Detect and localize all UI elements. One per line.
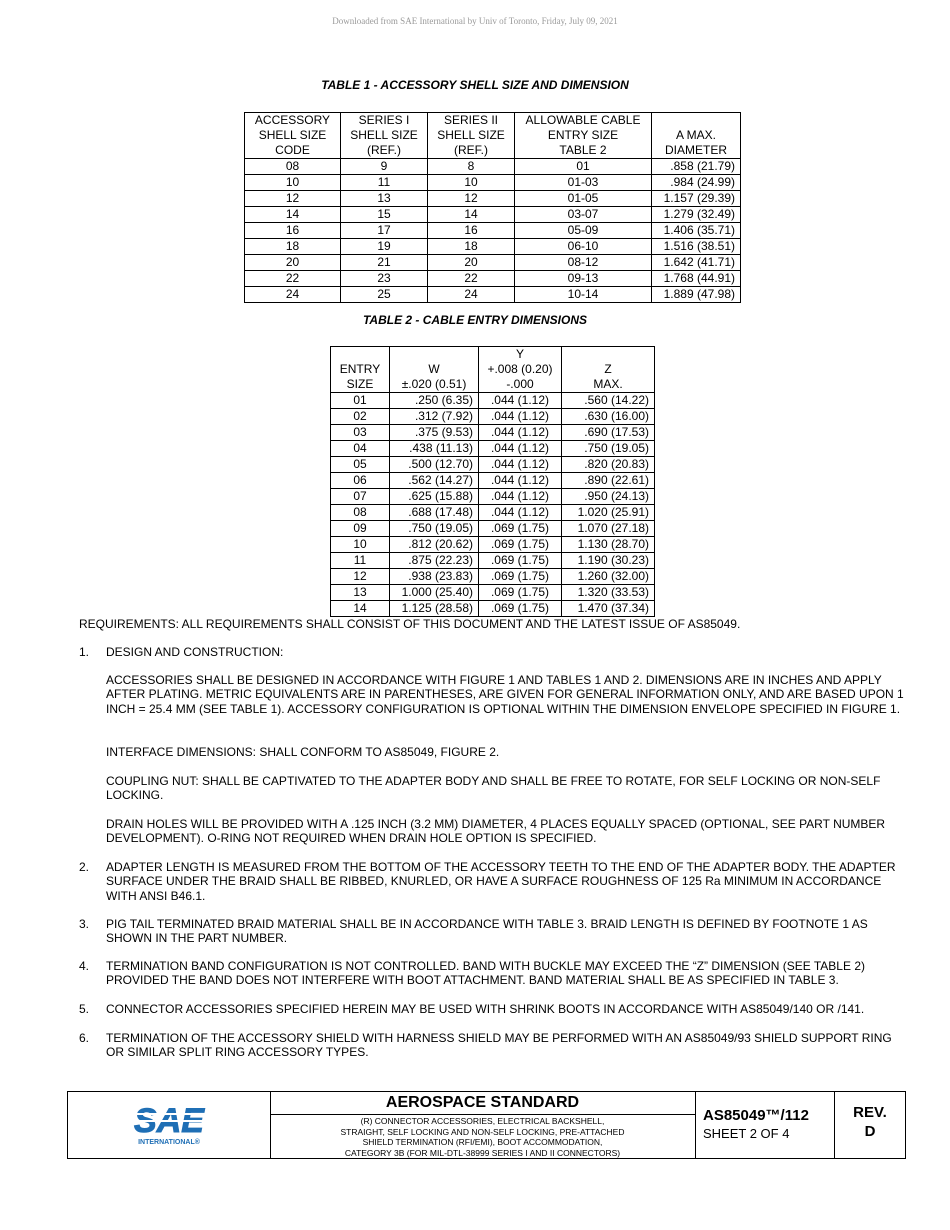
table2-title: TABLE 2 - CABLE ENTRY DIMENSIONS — [362, 313, 588, 327]
revision-label: REV. — [853, 1104, 887, 1121]
section-2-text: ADAPTER LENGTH IS MEASURED FROM THE BOTTOM OF THE ACCESSORY TEETH TO THE END OF THE ADAPTER BODY. THE ADAPTER SURFACE UNDER THE BRAID SHALL BE RIBBED, KNURLED, OR HAVE A SURFACE ROUGHNESS OF 125 Ra MINIMUM IN ACCORDANCE WITH ANSI B46.1. — [106, 860, 896, 903]
table1-header-row — [245, 113, 741, 159]
section-5-number: 5. — [79, 1002, 90, 1016]
table-row: 10 11 10 01-03 .984 (24.99) — [245, 175, 741, 191]
standard-description: (R) CONNECTOR ACCESSORIES, ELECTRICAL BACKSHELL, STRAIGHT, SELF LOCKING AND NON-SELF LOCKING, PRE-ATTACHED SHIELD TERMINATION (RFI/EMI), BOOT ACCOMMODATION, CATEGORY 3B (FOR MIL-DTL-38999 SERIES I AND II CONNECTORS) — [340, 1116, 625, 1158]
sheet-number: SHEET 2 OF 4 — [703, 1126, 790, 1141]
table-row: 24 25 24 10-14 1.889 (47.98) — [245, 287, 741, 303]
section-1-paragraph-drain-holes: DRAIN HOLES WILL BE PROVIDED WITH A .125 INCH (3.2 MM) DIAMETER, 4 PLACES EQUALLY SPACED (OPTIONAL, SEE PART NUMBER DEVELOPMENT). O-RING NOT REQUIRED WHEN DRAIN HOLE OPTION IS SPECIFIED. — [106, 817, 886, 846]
sae-logo-subtext: INTERNATIONAL® — [138, 1139, 200, 1146]
section-1-number: 1. — [79, 645, 90, 659]
section-4-number: 4. — [79, 959, 90, 973]
table1-title: TABLE 1 - ACCESSORY SHELL SIZE AND DIMENSION — [321, 78, 629, 92]
table2-header-y: Y +.008 (0.20) -.000 — [479, 347, 562, 393]
sae-logo-text: SAE — [134, 1102, 204, 1140]
table-row: 16 17 16 05-09 1.406 (35.71) — [245, 223, 741, 239]
section-1-heading: DESIGN AND CONSTRUCTION: — [106, 645, 284, 659]
table-row: 04 .438 (11.13) .044 (1.12) .750 (19.05) — [331, 441, 655, 457]
table-row: 03 .375 (9.53) .044 (1.12) .690 (17.53) — [331, 425, 655, 441]
sae-logo — [68, 1092, 271, 1158]
title-block — [67, 1091, 906, 1159]
table1-header-series2: SERIES II SHELL SIZE (REF.) — [428, 113, 515, 159]
table2-header-z: Z MAX. — [562, 347, 655, 393]
table1-header-cable-entry: ALLOWABLE CABLE ENTRY SIZE TABLE 2 — [515, 113, 652, 159]
document-info — [695, 1092, 835, 1158]
table-row: 10 .812 (20.62) .069 (1.75) 1.130 (28.70) — [331, 537, 655, 553]
table-row: 20 21 20 08-12 1.642 (41.71) — [245, 255, 741, 271]
table1-header-a-max: A MAX. DIAMETER — [652, 113, 741, 159]
section-6-text: TERMINATION OF THE ACCESSORY SHIELD WITH HARNESS SHIELD MAY BE PERFORMED WITH AN AS85049/93 SHIELD SUPPORT RING OR SIMILAR SPLIT RING ACCESSORY TYPES. — [106, 1031, 892, 1060]
section-1-paragraph-design: ACCESSORIES SHALL BE DESIGNED IN ACCORDANCE WITH FIGURE 1 AND TABLES 1 AND 2. DIMENSIONS ARE IN INCHES AND APPLY AFTER PLATING. METRIC EQUIVALENTS ARE IN PARENTHESES, ARE GIVEN FOR GENERAL INFORMATION ONLY, AND ARE BASED UPON 1 INCH = 25.4 MM (SEE TABLE 1). ACCESSORY CONFIGURATION IS OPTIONAL WITHIN THE DIMENSION ENVELOPE SPECIFIED IN FIGURE 1. — [106, 673, 904, 716]
document-number: AS85049™/112 — [703, 1107, 809, 1124]
section-5-text: CONNECTOR ACCESSORIES SPECIFIED HEREIN MAY BE USED WITH SHRINK BOOTS IN ACCORDANCE WITH AS85049/140 OR /141. — [106, 1002, 865, 1016]
table-row: 13 1.000 (25.40) .069 (1.75) 1.320 (33.53) — [331, 585, 655, 601]
table-row: 08 .688 (17.48) .044 (1.12) 1.020 (25.91) — [331, 505, 655, 521]
table-row: 05 .500 (12.70) .044 (1.12) .820 (20.83) — [331, 457, 655, 473]
revision-value: D — [864, 1123, 876, 1140]
section-1-paragraph-interface: INTERFACE DIMENSIONS: SHALL CONFORM TO AS85049, FIGURE 2. — [106, 745, 500, 759]
section-3-number: 3. — [79, 917, 90, 931]
title-block-center — [270, 1092, 696, 1158]
table-row: 02 .312 (7.92) .044 (1.12) .630 (16.00) — [331, 409, 655, 425]
table2-header-row — [331, 347, 655, 393]
table-row: 08 9 8 01 .858 (21.79) — [245, 159, 741, 175]
table2-header-entry-size: ENTRY SIZE — [331, 347, 390, 393]
table-row: 06 .562 (14.27) .044 (1.12) .890 (22.61) — [331, 473, 655, 489]
revision-block — [835, 1092, 905, 1158]
table1 — [244, 112, 741, 303]
standard-title: AEROSPACE STANDARD — [270, 1092, 695, 1115]
section-2-number: 2. — [79, 860, 90, 874]
table-row: 18 19 18 06-10 1.516 (38.51) — [245, 239, 741, 255]
download-note: Downloaded from SAE International by Univ of Toronto, Friday, July 09, 2021 — [332, 16, 618, 26]
table-row: 01 .250 (6.35) .044 (1.12) .560 (14.22) — [331, 393, 655, 409]
table-row: 11 .875 (22.23) .069 (1.75) 1.190 (30.23) — [331, 553, 655, 569]
table-row: 12 13 12 01-05 1.157 (29.39) — [245, 191, 741, 207]
section-1-paragraph-coupling-nut: COUPLING NUT: SHALL BE CAPTIVATED TO THE ADAPTER BODY AND SHALL BE FREE TO ROTATE, FOR SELF LOCKING OR NON-SELF LOCKING. — [106, 774, 881, 803]
requirements-statement: REQUIREMENTS: ALL REQUIREMENTS SHALL CONSIST OF THIS DOCUMENT AND THE LATEST ISSUE OF AS85049. — [79, 617, 741, 631]
table-row: 14 15 14 03-07 1.279 (32.49) — [245, 207, 741, 223]
table1-header-shell-code: ACCESSORY SHELL SIZE CODE — [245, 113, 341, 159]
table-row: 12 .938 (23.83) .069 (1.75) 1.260 (32.00) — [331, 569, 655, 585]
table-row: 07 .625 (15.88) .044 (1.12) .950 (24.13) — [331, 489, 655, 505]
table-row: 22 23 22 09-13 1.768 (44.91) — [245, 271, 741, 287]
table-row: 14 1.125 (28.58) .069 (1.75) 1.470 (37.34) — [331, 601, 655, 617]
table2-header-w: W ±.020 (0.51) — [390, 347, 479, 393]
section-3-text: PIG TAIL TERMINATED BRAID MATERIAL SHALL BE IN ACCORDANCE WITH TABLE 3. BRAID LENGTH IS DEFINED BY FOOTNOTE 1 AS SHOWN IN THE PART NUMBER. — [106, 917, 868, 946]
table1-header-series1: SERIES I SHELL SIZE (REF.) — [341, 113, 428, 159]
section-4-text: TERMINATION BAND CONFIGURATION IS NOT CONTROLLED. BAND WITH BUCKLE MAY EXCEED THE “Z” DIMENSION (SEE TABLE 2) PROVIDED THE BAND DOES NOT INTERFERE WITH BOOT ATTACHMENT. BAND MATERIAL SHALL BE AS SPECIFIED IN TABLE 3. — [106, 959, 865, 988]
section-6-number: 6. — [79, 1031, 90, 1045]
table2 — [330, 346, 655, 617]
table-row: 09 .750 (19.05) .069 (1.75) 1.070 (27.18) — [331, 521, 655, 537]
sae-logo-graphic — [68, 1092, 270, 1158]
